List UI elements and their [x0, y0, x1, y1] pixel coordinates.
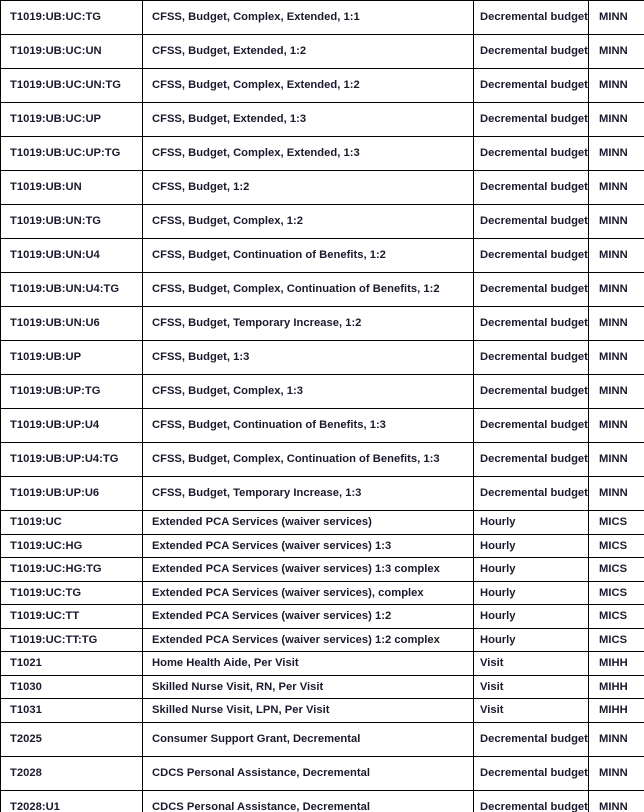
cell-unit — [474, 103, 589, 137]
cell-unit — [474, 137, 589, 171]
cell-description: Extended PCA Services (waiver services) — [143, 511, 474, 535]
cell-procedure-code: T1019:UB:UC:UN:TG — [1, 69, 143, 103]
cell-unit — [474, 69, 589, 103]
cell-unit — [474, 273, 589, 307]
table-row — [1, 103, 644, 137]
cell-program: MINN — [589, 443, 644, 477]
cell-program: MINN — [589, 171, 644, 205]
cell-description: CFSS, Budget, Complex, Extended, 1:3 — [143, 137, 474, 171]
cell-program: MINN — [589, 341, 644, 375]
cell-unit — [474, 443, 589, 477]
table-row — [1, 790, 644, 812]
cell-program: MINN — [589, 239, 644, 273]
cell-description: Home Health Aide, Per Visit — [143, 652, 474, 676]
cell-description: CFSS, Budget, Complex, Extended, 1:2 — [143, 69, 474, 103]
cell-unit — [474, 171, 589, 205]
cell-unit-label: Visit — [480, 680, 504, 693]
cell-unit-label: Decremental budget — [480, 351, 588, 364]
table-body — [1, 1, 644, 812]
cell-unit — [474, 581, 589, 605]
cell-unit-label: Hourly — [480, 539, 516, 552]
cell-unit — [474, 307, 589, 341]
cell-procedure-code: T1019:UB:UN — [1, 171, 143, 205]
table-row — [1, 137, 644, 171]
cell-description: CFSS, Budget, 1:2 — [143, 171, 474, 205]
cell-program: MINN — [589, 1, 644, 35]
cell-program: MIHH — [589, 699, 644, 723]
cell-unit — [474, 511, 589, 535]
cell-description: Extended PCA Services (waiver services), complex — [143, 581, 474, 605]
cell-procedure-code: T1019:UB:UP:U4:TG — [1, 443, 143, 477]
table-row — [1, 35, 644, 69]
cell-description: Skilled Nurse Visit, RN, Per Visit — [143, 675, 474, 699]
table-row — [1, 239, 644, 273]
cell-program: MICS — [589, 511, 644, 535]
cell-unit-label: Hourly — [480, 563, 516, 575]
cell-unit-label: Decremental budget — [480, 385, 588, 398]
cell-unit — [474, 722, 589, 756]
cell-description: CFSS, Budget, Complex, Extended, 1:1 — [143, 1, 474, 35]
cell-procedure-code: T1019:UB:UN:U4:TG — [1, 273, 143, 307]
cell-description: CFSS, Budget, Extended, 1:3 — [143, 103, 474, 137]
cell-description: CFSS, Budget, Continuation of Benefits, 1:3 — [143, 409, 474, 443]
cell-program: MINN — [589, 756, 644, 790]
cell-procedure-code: T1019:UB:UP:TG — [1, 375, 143, 409]
cell-procedure-code: T1019:UB:UP:U4 — [1, 409, 143, 443]
cell-procedure-code: T1019:UC:HG — [1, 534, 143, 558]
cell-unit — [474, 409, 589, 443]
cell-unit-label: Decremental budget — [480, 283, 588, 296]
cell-procedure-code: T1019:UB:UC:UP:TG — [1, 137, 143, 171]
cell-program: MICS — [589, 581, 644, 605]
cell-unit-label: Decremental budget — [480, 419, 588, 432]
cell-description: CFSS, Budget, 1:3 — [143, 341, 474, 375]
table-row — [1, 1, 644, 35]
cell-unit-label: Decremental budget — [480, 45, 588, 58]
cell-procedure-code: T1021 — [1, 652, 143, 676]
cell-procedure-code: T1019:UC — [1, 511, 143, 535]
cell-unit — [474, 756, 589, 790]
cell-program: MICS — [589, 534, 644, 558]
table-row — [1, 581, 644, 605]
cell-unit — [474, 1, 589, 35]
cell-procedure-code: T1019:UC:TT — [1, 605, 143, 629]
cell-unit-label: Decremental budget — [480, 147, 588, 160]
cell-description: CFSS, Budget, Complex, 1:3 — [143, 375, 474, 409]
cell-program: MINN — [589, 409, 644, 443]
cell-procedure-code: T2028 — [1, 756, 143, 790]
cell-unit — [474, 341, 589, 375]
cell-procedure-code: T1019:UB:UP:U6 — [1, 477, 143, 511]
table-row — [1, 69, 644, 103]
cell-procedure-code: T1030 — [1, 675, 143, 699]
cell-unit-label: Decremental budget — [480, 79, 588, 92]
cell-program: MINN — [589, 307, 644, 341]
cell-program: MIHH — [589, 675, 644, 699]
cell-program: MINN — [589, 69, 644, 103]
cell-description: Skilled Nurse Visit, LPN, Per Visit — [143, 699, 474, 723]
cell-unit-label: Decremental budget — [480, 249, 588, 262]
cell-description: CDCS Personal Assistance, Decremental — [143, 756, 474, 790]
cell-program: MINN — [589, 273, 644, 307]
cell-unit-label: Decremental budget — [480, 732, 588, 745]
cell-unit — [474, 652, 589, 676]
cell-unit — [474, 477, 589, 511]
table-row — [1, 558, 644, 582]
cell-program: MINN — [589, 137, 644, 171]
table-row — [1, 409, 644, 443]
cell-description: CFSS, Budget, Extended, 1:2 — [143, 35, 474, 69]
cell-description: Extended PCA Services (waiver services) 1:2 — [143, 605, 474, 629]
cell-unit-label: Decremental budget — [480, 453, 588, 466]
cell-unit — [474, 675, 589, 699]
cell-procedure-code: T1019:UB:UC:TG — [1, 1, 143, 35]
cell-program: MINN — [589, 103, 644, 137]
cell-procedure-code: T2025 — [1, 722, 143, 756]
table-row — [1, 722, 644, 756]
cell-unit — [474, 239, 589, 273]
cell-description: Extended PCA Services (waiver services) 1:3 complex — [143, 558, 474, 582]
cell-program: MINN — [589, 722, 644, 756]
cell-description: Extended PCA Services (waiver services) 1:3 — [143, 534, 474, 558]
table-row — [1, 756, 644, 790]
table-row — [1, 511, 644, 535]
cell-procedure-code: T1019:UB:UN:TG — [1, 205, 143, 239]
cell-procedure-code: T1019:UB:UP — [1, 341, 143, 375]
cell-description: CDCS Personal Assistance, Decremental — [143, 790, 474, 812]
cell-unit-label: Hourly — [480, 610, 516, 622]
cell-procedure-code: T1019:UB:UN:U6 — [1, 307, 143, 341]
table-row — [1, 628, 644, 652]
cell-unit-label: Decremental budget — [480, 800, 588, 812]
table-row — [1, 652, 644, 676]
cell-procedure-code: T1019:UC:HG:TG — [1, 558, 143, 582]
table-row — [1, 699, 644, 723]
cell-description: Consumer Support Grant, Decremental — [143, 722, 474, 756]
cell-unit — [474, 375, 589, 409]
cell-unit — [474, 35, 589, 69]
cell-description: CFSS, Budget, Complex, Continuation of Benefits, 1:3 — [143, 443, 474, 477]
cell-unit-label: Decremental budget — [480, 215, 588, 228]
cell-unit-label: Decremental budget — [480, 317, 588, 330]
table-row — [1, 341, 644, 375]
cell-program: MICS — [589, 605, 644, 629]
cell-description: CFSS, Budget, Temporary Increase, 1:3 — [143, 477, 474, 511]
table-row — [1, 443, 644, 477]
cell-unit-label: Decremental budget — [480, 487, 588, 500]
cell-unit-label: Hourly — [480, 633, 516, 646]
cell-unit — [474, 534, 589, 558]
cell-program: MINN — [589, 477, 644, 511]
cell-procedure-code: T1019:UC:TT:TG — [1, 628, 143, 652]
cell-procedure-code: T1019:UB:UC:UN — [1, 35, 143, 69]
cell-program: MICS — [589, 628, 644, 652]
table-row — [1, 171, 644, 205]
cell-description: CFSS, Budget, Temporary Increase, 1:2 — [143, 307, 474, 341]
cell-unit-label: Decremental budget — [480, 11, 588, 24]
cell-program: MICS — [589, 558, 644, 582]
table-row — [1, 534, 644, 558]
cell-description: Extended PCA Services (waiver services) 1:2 complex — [143, 628, 474, 652]
cell-program: MIHH — [589, 652, 644, 676]
cell-program: MINN — [589, 205, 644, 239]
cell-procedure-code: T1019:UC:TG — [1, 581, 143, 605]
cell-program: MINN — [589, 375, 644, 409]
cell-procedure-code: T2028:U1 — [1, 790, 143, 812]
cell-unit — [474, 790, 589, 812]
table-row — [1, 205, 644, 239]
cell-program: MINN — [589, 790, 644, 812]
cell-unit-label: Decremental budget — [480, 113, 588, 126]
cell-unit-label: Visit — [480, 657, 504, 669]
cell-unit — [474, 605, 589, 629]
cell-unit-label: Decremental budget — [480, 766, 588, 779]
cell-description: CFSS, Budget, Complex, Continuation of Benefits, 1:2 — [143, 273, 474, 307]
cell-unit — [474, 699, 589, 723]
cell-unit-label: Hourly — [480, 586, 516, 599]
table-row — [1, 477, 644, 511]
cell-unit — [474, 628, 589, 652]
table-row — [1, 273, 644, 307]
table-row — [1, 375, 644, 409]
cell-procedure-code: T1019:UB:UN:U4 — [1, 239, 143, 273]
cell-unit-label: Hourly — [480, 516, 516, 528]
cell-procedure-code: T1019:UB:UC:UP — [1, 103, 143, 137]
cell-unit-label: Decremental budget — [480, 181, 588, 194]
cell-description: CFSS, Budget, Complex, 1:2 — [143, 205, 474, 239]
cell-unit-label: Visit — [480, 704, 504, 716]
table-row — [1, 605, 644, 629]
table-row — [1, 675, 644, 699]
cell-unit — [474, 205, 589, 239]
cell-procedure-code: T1031 — [1, 699, 143, 723]
cell-program: MINN — [589, 35, 644, 69]
cell-description: CFSS, Budget, Continuation of Benefits, 1:2 — [143, 239, 474, 273]
cell-unit — [474, 558, 589, 582]
table-row — [1, 307, 644, 341]
